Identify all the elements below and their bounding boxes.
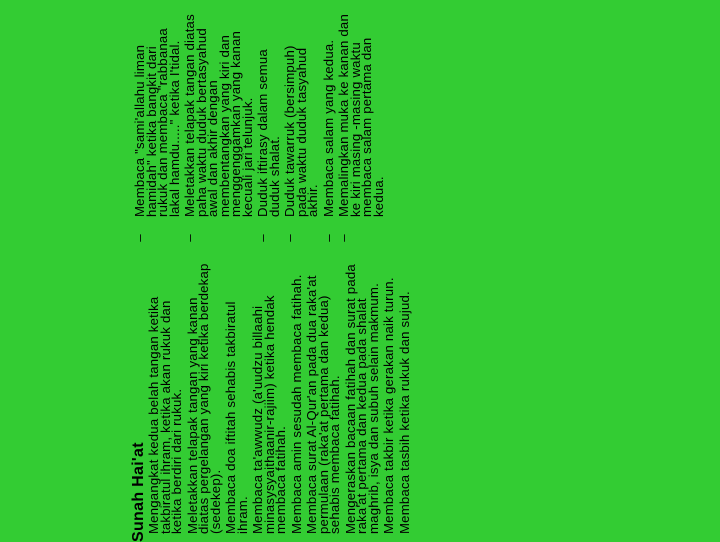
list-item: Membaca doa iftitah sehabis takbiratul ihram. xyxy=(223,301,250,534)
list-item: Membaca ta'awwudz (a'uudzu billaahi minasysyaithaanir-rajiim) ketika hendak membaca fatihah. xyxy=(250,295,288,534)
list-item: – Membaca salam yang kedua. xyxy=(320,39,336,242)
list-item: Membaca takbir ketika gerakan naik turun. xyxy=(381,277,396,534)
list-item: – Duduk iftirasy dalam semua duduk shalat. xyxy=(255,49,282,242)
list-item: Meletakkan telapak tangan yang kanan diatas pergelangan yang kiri ketika berdekap (sedekep). xyxy=(184,263,223,534)
list-item: – Meletakkan telapak tangan diatas paha waktu duduk bertasyahud awal dan akhir dengan membentangkan yang kiri dan menggenggamkan yang kanan kecuali jari telunjuk. xyxy=(182,14,255,242)
bullet-dash: – xyxy=(320,234,336,242)
bullet-dash: – xyxy=(182,234,197,242)
list-item: – Duduk tawarruk (bersimpuh) pada waktu duduk tasyahud akhir. xyxy=(282,45,320,242)
list-item: – Memalingkan muka ke kanan dan ke kiri masing -masing waktu membaca salam pertama dan kedua. xyxy=(336,14,386,242)
slide-title: Sunah Hai'at xyxy=(130,442,147,542)
bullet-dash: – xyxy=(336,234,351,242)
bullet-dash: – xyxy=(282,234,297,242)
right-column xyxy=(134,13,388,245)
list-item: Mengangkat kedua belah tangan ketika takbiratul ihram, ketika akan rukuk dan ketika berdiri dari rukuk. xyxy=(146,296,184,534)
list-item: Membaca amin sesudah membaca fatihah. xyxy=(288,274,304,534)
list-item: Membaca surat Al-Qur'an pada dua raka'at permulaan (raka'at pertama dan kedua) sehabis membaca fatihah. xyxy=(304,275,342,534)
list-item: – Membaca "sami'allahu liman hamidah" ketika bangkit dari rukuk dan membaca "rabbanaa lakal hamdu....." ketika I'tidal. xyxy=(132,28,182,242)
bullet-dash: – xyxy=(255,234,270,242)
bullet-dash: – xyxy=(132,234,147,242)
list-item: Membaca tasbih ketika rukuk dan sujud. xyxy=(396,291,412,534)
list-item: Mengeraskan bacaan fatihah dan surat pada raka'at pertama dan kedua pada shalat maghrib, isya dan subuh selain makmum. xyxy=(342,264,381,534)
left-column xyxy=(148,262,414,534)
